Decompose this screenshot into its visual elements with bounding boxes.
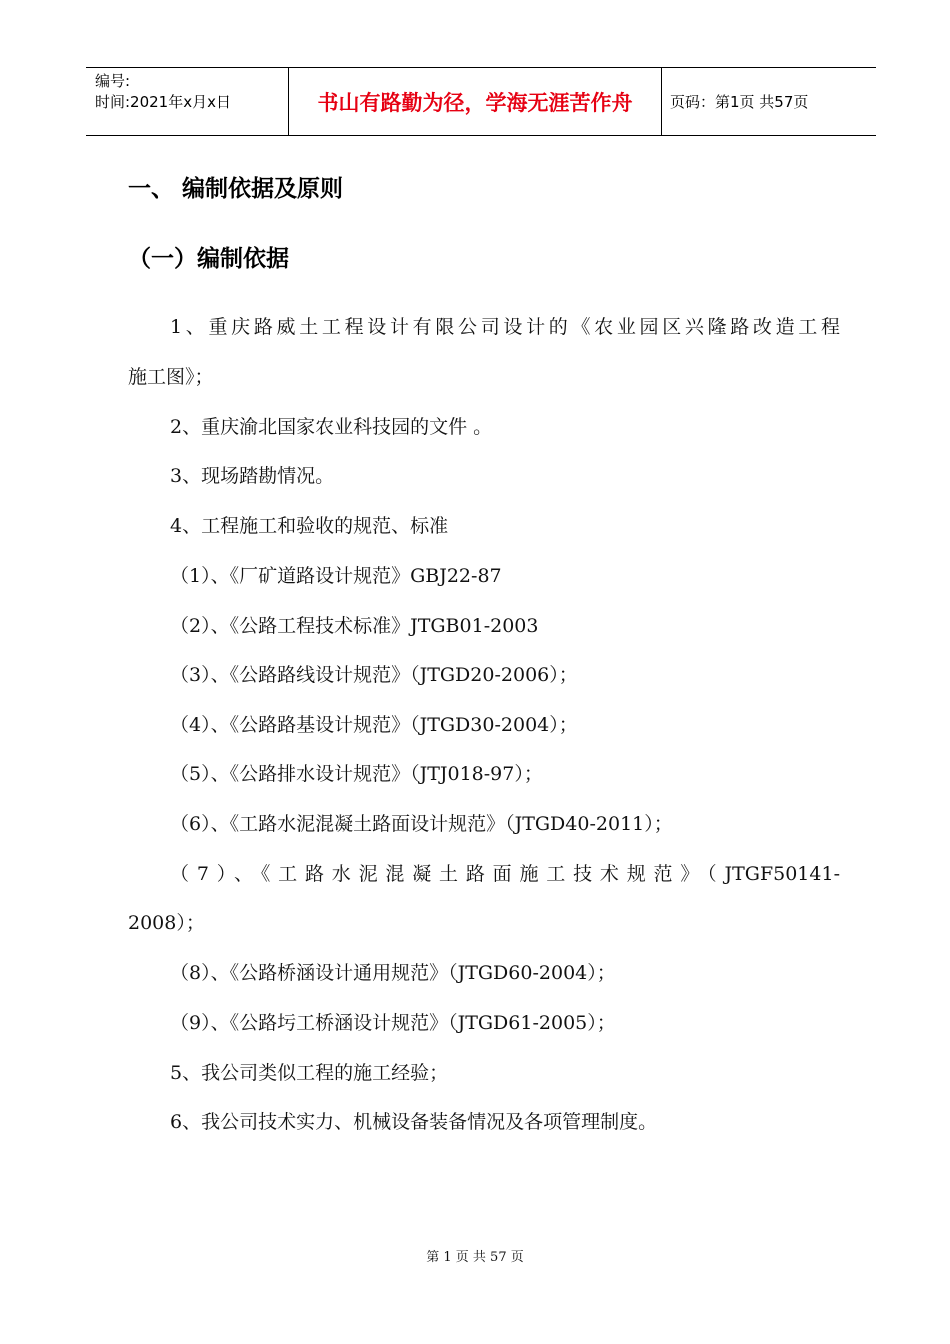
standard-item-4: （4）、《公路路基设计规范》（JTGD30-2004）； <box>170 714 578 736</box>
standard-item-9: （9）、《公路圬工桥涵设计规范》（JTGD61-2005）； <box>170 1012 616 1034</box>
standard-item-8: （8）、《公路桥涵设计通用规范》（JTGD60-2004）； <box>170 962 616 984</box>
section-heading: 一、 编制依据及原则 <box>128 176 344 202</box>
header-table <box>86 67 876 136</box>
motto-text: 书山有路勤为径，学海无涯苦作舟 <box>317 90 633 115</box>
page-footer: 第 1 页 共 57 页 <box>426 1250 524 1265</box>
paragraph-4: 4、工程施工和验收的规范、标准 <box>170 515 449 537</box>
standard-item-6: （6）、《工路水泥混凝土路面设计规范》（JTGD40-2011）； <box>170 813 673 835</box>
header-meta-cell <box>86 68 289 135</box>
standard-item-7-line-1: （7）、《工路水泥混凝土路面施工技术规范》（JTGF50141- <box>170 863 840 885</box>
standard-item-2: （2）、《公路工程技术标准》JTGB01-2003 <box>170 615 539 637</box>
header-motto-cell <box>289 68 662 135</box>
time-label: 时间:2021年x月x日 <box>95 93 231 111</box>
number-label: 编号: <box>95 72 131 90</box>
page-info: 页码：第1页 共57页 <box>670 93 809 111</box>
header-page-cell <box>662 68 876 135</box>
paragraph-3: 3、现场踏勘情况。 <box>170 465 335 487</box>
section-subheading: （一）编制依据 <box>128 246 289 272</box>
paragraph-1-line-1: 1、重庆路威土工程设计有限公司设计的《农业园区兴隆路改造工程 <box>170 316 840 338</box>
paragraph-2: 2、重庆渝北国家农业科技园的文件 。 <box>170 416 493 438</box>
paragraph-1-line-2: 施工图》； <box>128 366 214 388</box>
standard-item-5: （5）、《公路排水设计规范》（JTJ018-97）； <box>170 763 543 785</box>
paragraph-6: 6、我公司技术实力、机械设备装备情况及各项管理制度。 <box>170 1111 658 1133</box>
paragraph-5: 5、我公司类似工程的施工经验； <box>170 1062 449 1084</box>
standard-item-1: （1）、《厂矿道路设计规范》GBJ22-87 <box>170 565 502 587</box>
standard-item-7-line-2: 2008）； <box>128 912 205 934</box>
standard-item-3: （3）、《公路路线设计规范》（JTGD20-2006）； <box>170 664 578 686</box>
